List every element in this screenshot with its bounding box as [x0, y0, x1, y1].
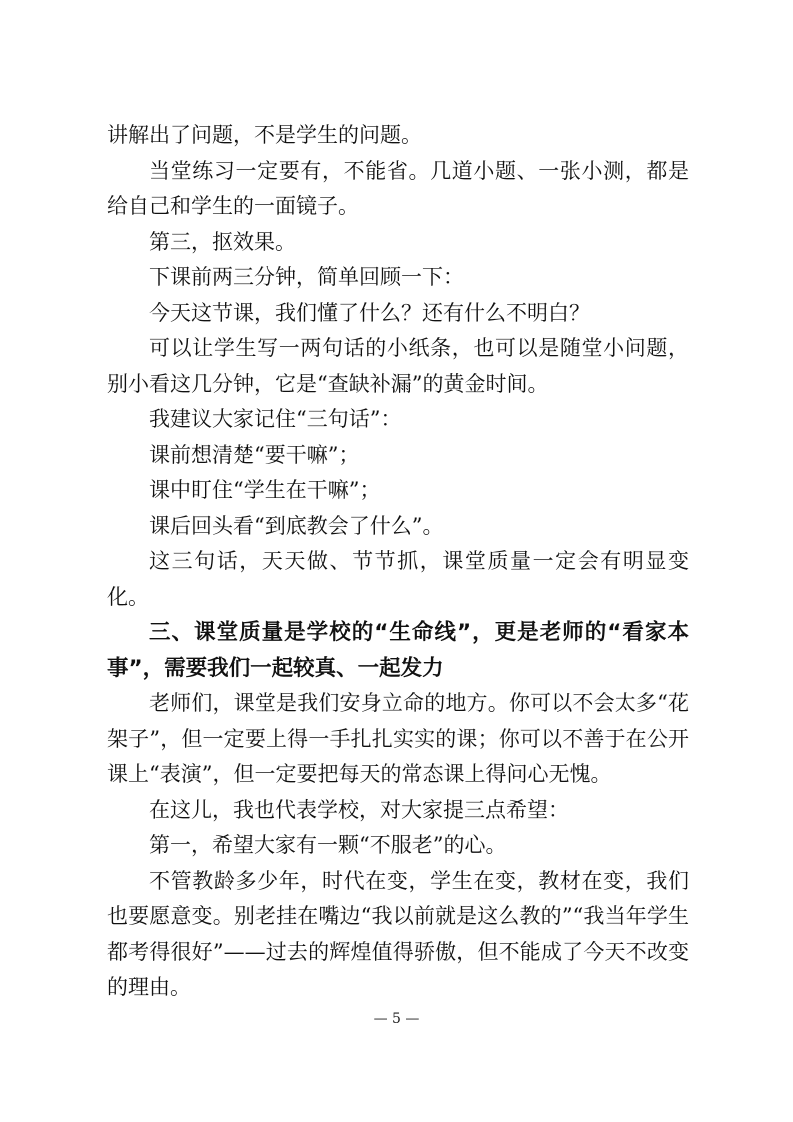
paragraph-6: 可以让学生写一两句话的小纸条，也可以是随堂小问题，别小看这几分钟，它是“查缺补漏”的黄金时间。 [107, 336, 689, 396]
page-number: — 5 — [373, 1011, 420, 1027]
paragraph-5: 今天这节课，我们懂了什么？还有什么不明白？ [149, 300, 590, 325]
section-heading: 三、课堂质量是学校的“生命线”，更是老师的“看家本事”，需要我们一起较真、一起发力 [107, 620, 689, 681]
paragraph-13: 在这儿，我也代表学校，对大家提三点希望： [149, 797, 569, 822]
paragraph-14: 第一，希望大家有一颗“不服老”的心。 [149, 833, 507, 857]
paragraph-9: 课中盯住“学生在干嘛”； [149, 478, 381, 502]
paragraph-3: 第三，抠效果。 [149, 229, 296, 254]
paragraph-4: 下课前两三分钟，简单回顾一下： [149, 265, 464, 289]
paragraph-1: 讲解出了问题，不是学生的问题。 [107, 123, 422, 147]
paragraph-2: 当堂练习一定要有，不能省。几道小题、一张小测，都是给自己和学生的一面镜子。 [107, 158, 689, 218]
document-body [107, 118, 689, 1006]
paragraph-8: 课前想清楚“要干嘛”； [149, 442, 360, 467]
paragraph-15: 不管教龄多少年，时代在变，学生在变，教材在变，我们也要愿意变。别老挂在嘴边“我以前就是这么教的”“我当年学生都考得很好”——过去的辉煌值得骄傲，但不能成了今天不改变的理由。 [107, 868, 689, 999]
paragraph-10: 课后回头看“到底教会了什么”。 [149, 513, 444, 538]
paragraph-7: 我建议大家记住“三句话”： [149, 407, 402, 431]
paragraph-11: 这三句话，天天做、节节抓，课堂质量一定会有明显变化。 [107, 549, 689, 609]
paragraph-12: 老师们，课堂是我们安身立命的地方。你可以不会太多“花架子”，但一定要上得一手扎扎实实的课；你可以不善于在公开课上“表演”，但一定要把每天的常态课上得问心无愧。 [107, 691, 689, 786]
